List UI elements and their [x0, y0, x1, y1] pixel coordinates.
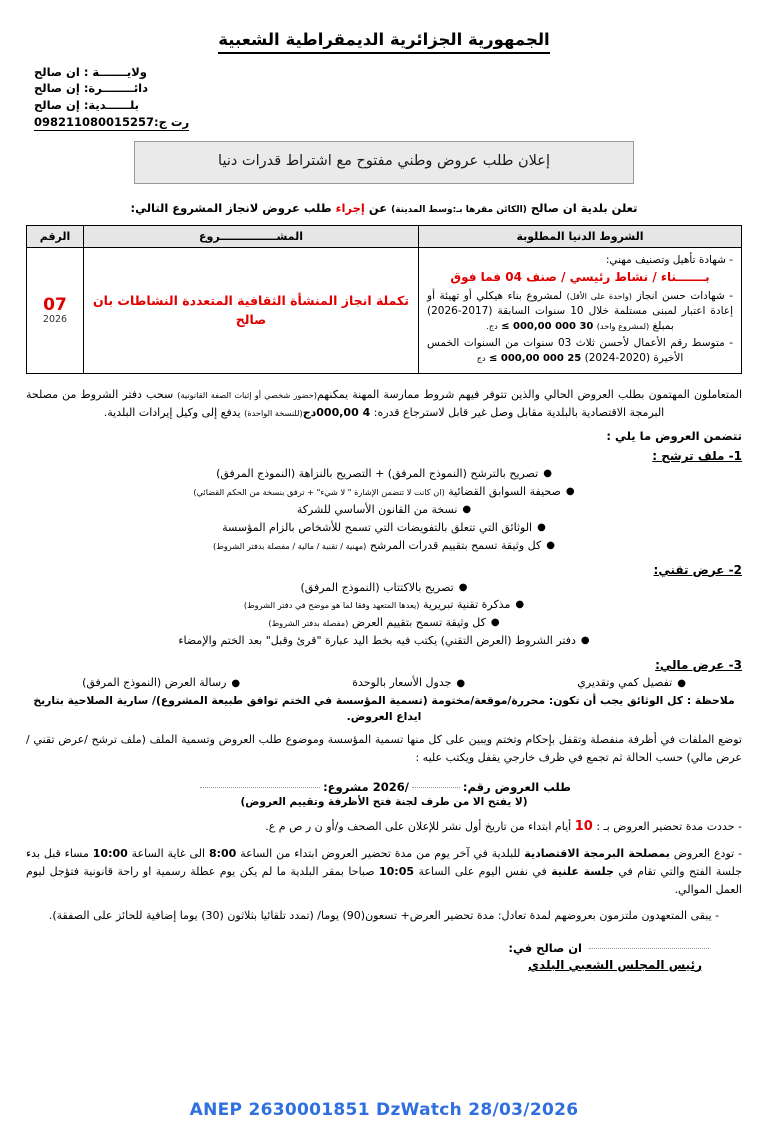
condition-references: [427, 289, 733, 335]
wilaya-line: [34, 64, 742, 81]
signature-title: رئيس المجلس الشعبي البلدي: [528, 957, 702, 972]
withdraw-amount-note: (للنسخة الواحدة): [244, 407, 303, 418]
condition-references-note-a: (واحدة على الأقل): [566, 290, 633, 301]
deposit-d: الى غاية الساعة: [131, 847, 206, 861]
list-item: [26, 632, 742, 650]
condition-turnover-text: - متوسط رقم الأعمال لأحسن ثلاث 03 سنوات من السنوات الخمس الأخيرة (2020-2024): [427, 336, 734, 364]
list-item-text: الوثائق التي تتعلق بالتفويضات التي تسمح للأشخاص بالزام المؤسسة: [222, 520, 533, 534]
condition-references-amount: 30 000 000,00 ≥: [501, 321, 594, 333]
bullet-icon: ●: [490, 617, 500, 629]
list-item-note: (ان كانت لا تتضمن الإشارة " لا شيء" + ترفق بنسخة من الحكم القضائي): [193, 487, 445, 498]
section-2-list: [26, 579, 742, 650]
withdraw-text-b: سحب دفتر الشروط من مصلحة البرمجة الاقتصادية بالبلدية مقابل وصل غير قابل لاسترجاع قدره:: [26, 388, 665, 419]
documents-note-label: ملاحظة :: [686, 693, 735, 707]
list-item-text: تصريح بالاكتتاب (النموذج المرفق): [300, 580, 454, 594]
list-item: [26, 579, 742, 597]
bullet-icon: ●: [515, 599, 525, 611]
deposit-h: صباحا بمقر البلدية ما لم يكن يوم عطلة رسمية او راحة قانونية فتؤجل ليوم العمل الموالي.: [26, 865, 742, 896]
withdraw-text-note: (حضور شخصي أو إثبات الصفة القانونية): [177, 390, 317, 401]
financial-item: [352, 676, 465, 689]
list-item-note: (يعدها المتعهد وفقا لما هو موضح في دفتر الشروط): [243, 600, 420, 611]
registry-label: رت ج:: [154, 114, 190, 129]
header-conditions: الشروط الدنيا المطلوبة: [419, 226, 742, 248]
envelope-caption-line-1: [26, 780, 742, 794]
list-item: [26, 596, 742, 614]
withdraw-paragraph: [26, 386, 742, 421]
table-row: [27, 248, 742, 374]
deposit-time-start: 8:00: [208, 847, 237, 861]
signature-block: [26, 941, 742, 972]
bullet-icon: ●: [580, 634, 590, 646]
bullet-icon: ●: [677, 677, 686, 689]
envelope-tender-year: /2026: [372, 780, 409, 795]
section-1-title: 1- ملف ترشح :: [652, 449, 742, 464]
section-1-list: [26, 465, 742, 554]
registry-line: [34, 114, 742, 132]
condition-turnover-currency: دج: [476, 352, 486, 363]
deposit-time-end: 10:00: [92, 847, 128, 861]
condition-qualification-label: - شهادة تأهيل وتصنيف مهني:: [605, 254, 733, 266]
signature-place-label: ان صالح في:: [508, 940, 582, 955]
section-2-title: 2- عرض تقني:: [653, 562, 742, 577]
envelope-tender-label: طلب العروض رقم:: [462, 780, 571, 795]
signature-date-blank: [589, 948, 709, 949]
list-item: [26, 501, 742, 519]
deposit-session-type: جلسة علنية: [551, 865, 614, 879]
bullet-icon: ●: [462, 504, 472, 516]
baladia-label: بلــــــدية:: [83, 97, 139, 112]
condition-references-a: - شهادات حسن انجاز: [636, 289, 734, 302]
republic-title-container: [26, 30, 742, 54]
list-item-text: صحيفة السوابق القضائية: [448, 485, 561, 499]
daira-line: [34, 80, 742, 97]
list-item: [26, 465, 742, 483]
list-item-text: دفتر الشروط (العرض التقني) يكتب فيه بخط اليد عبارة "قرئ وقبل" بعد الختم والإمضاء: [178, 633, 576, 647]
envelope-caption-block: [26, 780, 742, 808]
withdraw-text-c: يدفع إلى وكيل إيرادات البلدية.: [103, 405, 241, 419]
bullet-icon: ●: [231, 677, 241, 689]
bullet-icon: ●: [565, 486, 575, 498]
list-item-text: نسخة من القانون الأساسي للشركة: [296, 503, 458, 517]
cell-number: [27, 248, 84, 374]
signature-place-line: [26, 941, 712, 955]
preparation-suffix: أيام ابتداء من تاريخ أول نشر للإعلان على الصحف و/أو ن ر ص م ع.: [265, 820, 572, 834]
wilaya-value: ان صالح: [34, 64, 80, 79]
intro-procedure-word: إجراء: [335, 200, 365, 215]
section-3-title-row: [26, 654, 742, 674]
baladia-value: إن صالح: [34, 97, 80, 112]
section-1-title-row: [26, 445, 742, 465]
offers-contain-label: تتضمن العروض ما يلي :: [606, 429, 742, 444]
deposit-opening-time: 10:05: [379, 865, 415, 879]
registry-value: 098211080015257: [34, 114, 155, 129]
intro-part-1: تعلن بلدية ان صالح: [530, 200, 638, 215]
envelope-caption-line-2: (لا يفتح الا من طرف لجنة فتح الأظرفة وتقييم العروض): [240, 796, 528, 809]
deposit-a: - تودع العروض: [673, 847, 743, 861]
header-number: الرقم: [27, 226, 84, 248]
list-item: [26, 614, 742, 632]
documents-note-text: كل الوثائق يجب أن تكون: محررة/موقعة/مختومة (تسمية المؤسسة في الختم توافق طبيعة المشروع)/ سارية الصلاحية بتاريخ ايداع العروض.: [33, 693, 684, 723]
condition-references-note-b: (لمشروع واحد): [596, 321, 650, 332]
project-year: 2026: [42, 314, 68, 326]
envelopes-paragraph: توضع الملفات في أظرفة منفصلة وتقفل بإحكام وتختم ويبين على كل منها تسمية المؤسسة وموضوع طلب العروض وتسمية الملف (ملف ترشح /عرض تقني /عرض مالي) حسب الحالة ثم تجمع في ظرف خارجي يقفل ويكتب عليه :: [26, 733, 742, 764]
wilaya-label: ولايـــــــة :: [83, 64, 147, 79]
offers-table-body: [27, 248, 742, 374]
project-number: 07: [43, 294, 67, 315]
financial-item: [82, 676, 240, 689]
section-3-title: 3- عرض مالي:: [655, 657, 742, 672]
preparation-prefix: - حددت مدة تحضير العروض بـ :: [596, 820, 742, 834]
deposit-service: بمصلحة البرمجة الاقتصادية: [524, 847, 670, 861]
intro-statement: [26, 200, 742, 218]
financial-item-text: رسالة العرض (النموذج المرفق): [82, 675, 227, 689]
cell-conditions: [419, 248, 742, 374]
cell-project: تكملة انجاز المنشأة الثقافية المتعددة النشاطات بان صالح: [84, 248, 419, 374]
envelope-project-blank: [200, 787, 320, 788]
condition-qualification-value: بـــــــناء / نشاط رئيسي / صنف 04 فما فوق: [450, 270, 710, 285]
header-project: المشـــــــــــــــروع: [84, 226, 419, 248]
withdraw-currency: دج: [302, 405, 317, 419]
intro-part-3: طلب عروض لانجاز المشروع التالي:: [130, 200, 332, 215]
financial-item-text: تفصيل كمي وتقديري: [577, 675, 673, 689]
preparation-days: 10: [574, 819, 593, 835]
bullet-icon: ●: [543, 468, 552, 480]
condition-turnover-amount: 25 000 000,00 ≥: [489, 352, 582, 364]
daira-label: دائــــــــرة:: [83, 81, 148, 96]
financial-items-row: [26, 676, 742, 689]
list-item-text: تصريح بالترشح (النموذج المرفق) + التصريح بالنزاهة (النموذج المرفق): [216, 467, 539, 481]
list-item-note: (مهنية / تقنية / مالية / مفصلة بدفتر الشروط): [213, 540, 367, 551]
organization-block: [26, 64, 742, 132]
deposit-g: في نفس اليوم على الساعة: [418, 865, 547, 879]
bullet-icon: ●: [456, 677, 466, 689]
financial-item: [577, 676, 686, 689]
preparation-period-clause: [26, 816, 742, 837]
validity-clause: - يبقى المتعهدون ملتزمون بعروضهم لمدة تعادل: مدة تحضير العرض+ تسعون(90) يوما/ (تمدد تلقائيا بثلاثون (30) يوما إضافية للحائز على الصفقة).: [48, 908, 720, 922]
section-2-title-row: [26, 559, 742, 579]
list-item: [26, 483, 742, 501]
list-item: [26, 537, 742, 555]
envelope-project-label: مشروع:: [323, 780, 369, 795]
financial-item-text: جدول الأسعار بالوحدة: [352, 675, 452, 689]
list-item-text: كل وثيقة تسمح بتقييم قدرات المرشح: [369, 538, 542, 552]
intro-part-2: عن: [368, 200, 388, 215]
withdraw-amount: 4 000,00: [316, 405, 371, 419]
baladia-line: [34, 97, 742, 114]
bullet-icon: ●: [546, 539, 555, 551]
withdraw-text-a: المتعاملون المهتمون بطلب العروض الحالي والذين تتوفر فيهم شروط ممارسة المهنة يمكنهم: [316, 388, 742, 402]
intro-address: (الكائن مقرها بـ:وسط المدينة): [391, 204, 527, 215]
list-item-text: كل وثيقة تسمح بتقييم العرض: [351, 616, 486, 630]
announcement-banner-container: [26, 141, 742, 183]
announcement-banner: إعلان طلب عروض وطني مفتوح مع اشتراط قدرات دنيا: [134, 141, 634, 183]
bullet-icon: ●: [458, 581, 468, 593]
registry-number: [34, 114, 189, 132]
condition-references-b: لمشروع بناء هيكلي أو تهيئة أو إعادة اعتبار لمبنى مستلمة خلال 10 سنوات السابقة (2017-2026) بمبلغ: [427, 289, 733, 333]
envelope-number-blank: [412, 787, 460, 788]
deposit-e: مساء قبل بدء جلسة الفتح والتي تقام في: [26, 847, 742, 879]
offers-table-head: [27, 226, 742, 248]
daira-value: إن صالح: [34, 81, 80, 96]
deposit-c: للبلدية في آخر يوم من مدة تحضير العروض ابتداء من الساعة: [240, 847, 521, 861]
bullet-icon: ●: [537, 521, 546, 533]
condition-turnover: [427, 336, 733, 367]
list-item: [26, 519, 742, 537]
deposit-clause: [26, 845, 742, 898]
republic-title: الجمهورية الجزائرية الديمقراطية الشعبية: [218, 30, 549, 54]
documents-note: [26, 693, 742, 725]
offers-table: [26, 225, 742, 374]
condition-references-currency: دج.: [486, 321, 498, 332]
list-item-text: مذكرة تقنية تبريرية: [422, 598, 511, 612]
list-item-note: (مفصلة بدفتر الشروط): [268, 618, 349, 629]
table-header-row: [27, 226, 742, 248]
anep-footer: ANEP 2630001851 DzWatch 28/03/2026: [189, 1100, 579, 1120]
